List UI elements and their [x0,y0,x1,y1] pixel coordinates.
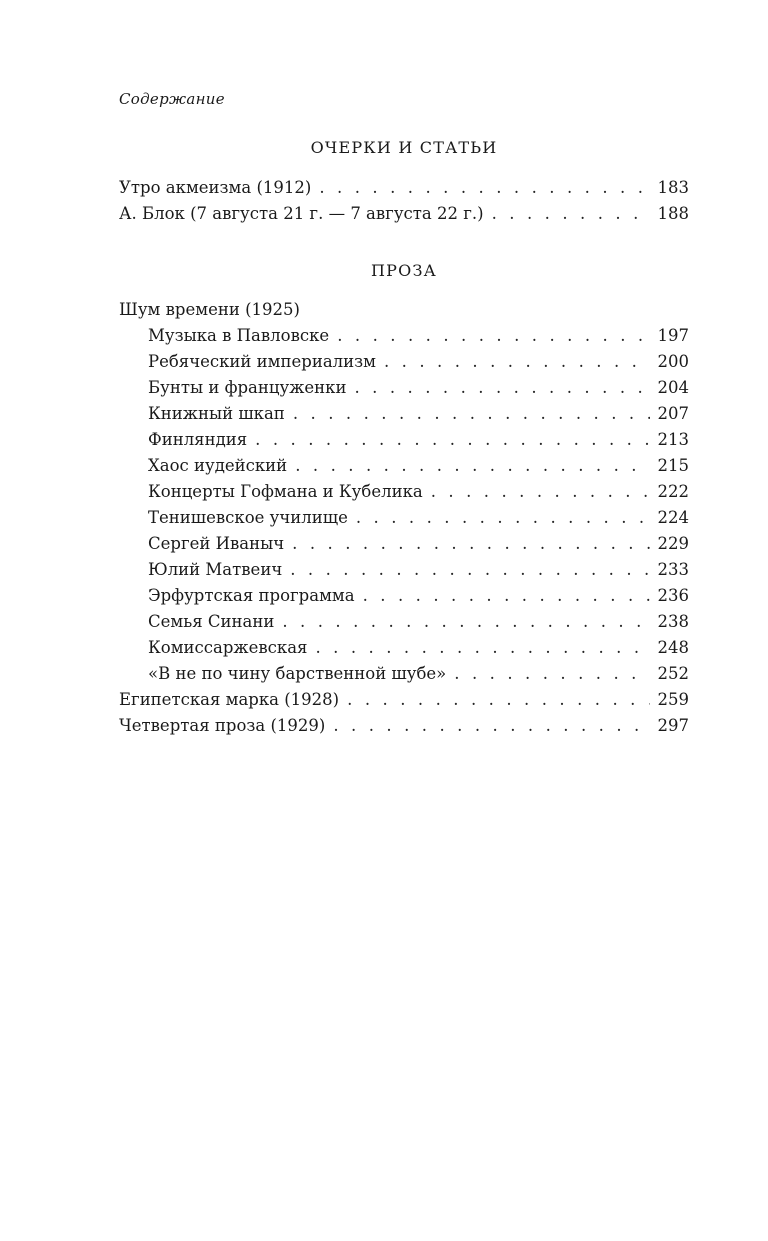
dot-leader [363,583,650,609]
dot-leader [333,713,649,739]
dot-leader [492,201,650,227]
toc-entry-page: 183 [657,178,689,197]
toc-sub-entry [119,635,689,661]
toc-sub-entry [119,323,689,349]
toc-entry-page: 204 [657,378,689,397]
toc-entry-page: 238 [657,612,689,631]
toc-entry-title: Юлий Матвеич [148,560,283,579]
toc-entry-title: Финляндия [148,430,248,449]
toc-entry-page: 252 [657,664,689,683]
toc-sub-entry [119,557,689,583]
dot-leader [292,531,649,557]
toc-group-heading: Шум времени (1925) [119,300,300,319]
toc-sub-entry [119,479,689,505]
toc-sub-entry [119,505,689,531]
toc-entry-page: 233 [657,560,689,579]
dot-leader [295,453,649,479]
toc-entry-page: 188 [657,204,689,223]
toc-sub-entry [119,609,689,635]
dot-leader [356,505,650,531]
dot-leader [315,635,649,661]
dot-leader [290,557,649,583]
toc-sub-entry [119,583,689,609]
toc-sub-entry [119,531,689,557]
toc-sub-entry [119,375,689,401]
dot-leader [293,401,650,427]
toc-entry-title: Музыка в Павловске [148,326,330,345]
toc-entry-title: Комиссаржевская [148,638,308,657]
dot-leader [337,323,649,349]
toc-entry-page: 197 [657,326,689,345]
toc-entry-title: Египетская марка (1928) [119,690,340,709]
dot-leader [282,609,649,635]
toc-prose [119,297,689,739]
dot-leader [454,661,649,687]
toc-entry-title: Хаос иудейский [148,456,288,475]
toc-entry-title: Книжный шкап [148,404,285,423]
toc-entry-title: Тенишевское училище [148,508,348,527]
toc-entry-page: 207 [657,404,689,423]
toc-entry-title: Утро акмеизма (1912) [119,178,312,197]
toc-entry-title: «В не по чину барственной шубе» [148,664,447,683]
toc-entry-title: Ребяческий империализм [148,352,376,371]
toc-entry [119,687,689,713]
toc-sub-entry [119,401,689,427]
toc-entry-page: 259 [657,690,689,709]
section-title-prose: ПРОЗА [371,261,437,280]
section-title-essays: ОЧЕРКИ И СТАТЬИ [310,138,498,157]
toc-entry-page: 229 [657,534,689,553]
dot-leader [319,175,649,201]
toc-entry-page: 236 [657,586,689,605]
toc-entry [119,713,689,739]
toc-entry-title: А. Блок (7 августа 21 г. — 7 августа 22 г.) [119,204,484,223]
toc-entry [119,201,689,227]
toc-entry-title: Бунты и француженки [148,378,347,397]
toc-entry-page: 213 [657,430,689,449]
toc-entry-title: Эрфуртская программа [148,586,355,605]
toc-sub-entry [119,661,689,687]
toc-entry-page: 215 [657,456,689,475]
toc-entry-title: Сергей Иваныч [148,534,285,553]
toc-entry-title: Семья Синани [148,612,275,631]
toc-entry-page: 248 [657,638,689,657]
toc-sub-entry [119,427,689,453]
toc-essays [119,175,689,227]
dot-leader [255,427,649,453]
dot-leader [347,687,649,713]
toc-entry-page: 297 [657,716,689,735]
running-head: Содержание [119,90,225,108]
toc-entry-page: 222 [657,482,689,501]
dot-leader [354,375,649,401]
dot-leader [431,479,650,505]
toc-entry-title: Четвертая проза (1929) [119,716,326,735]
toc-entry-page: 224 [657,508,689,527]
toc-sub-entry [119,453,689,479]
toc-entry-page: 200 [657,352,689,371]
dot-leader [384,349,650,375]
toc-entry-title: Концерты Гофмана и Кубелика [148,482,423,501]
toc-entry [119,175,689,201]
toc-sub-entry [119,349,689,375]
